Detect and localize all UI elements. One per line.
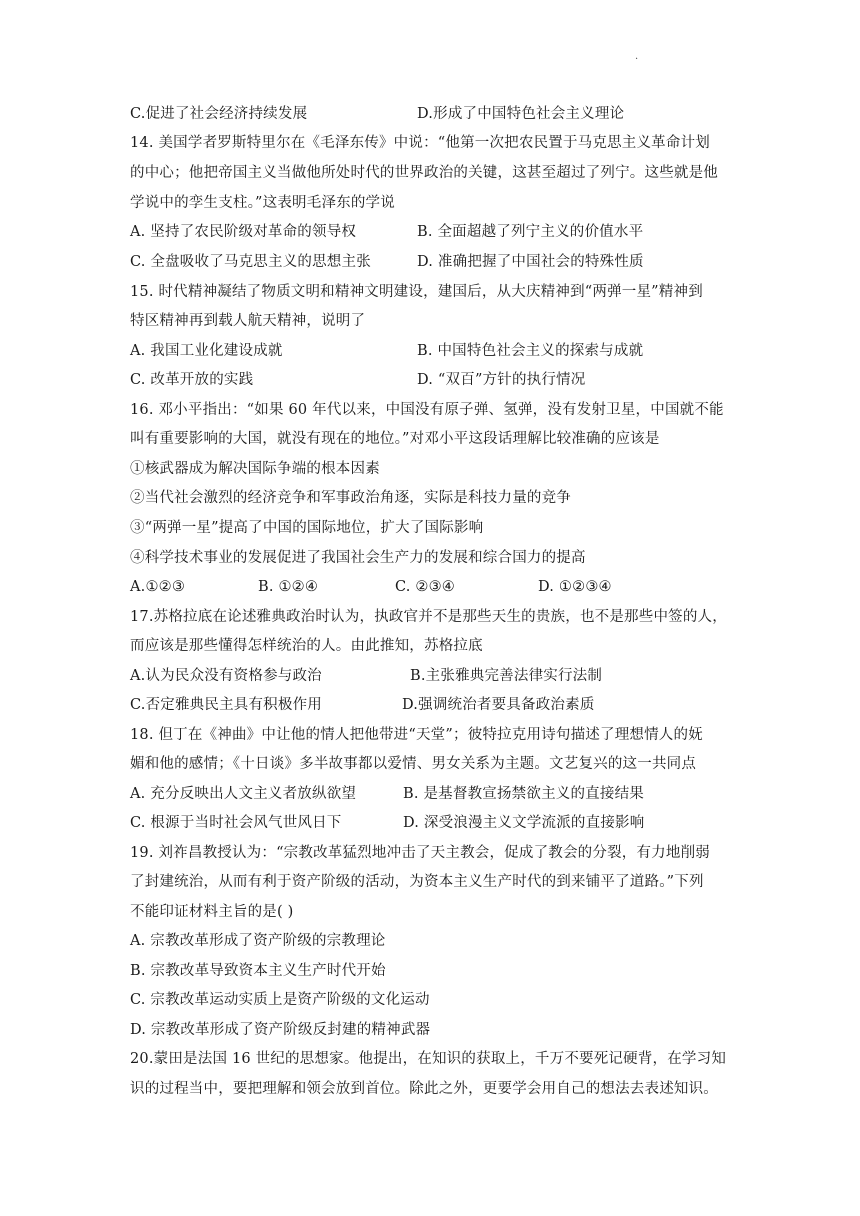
q14-option-b: B. 全面超越了列宁主义的价值水平	[417, 224, 644, 240]
q19-stem-line-1: 19. 刘祚昌教授认为：“宗教改革猛烈地冲击了天主教会，促成了教会的分裂，有力地削弱	[130, 845, 710, 861]
q14-stem-line-3: 学说中的孪生支柱。”这表明毛泽东的学说	[130, 195, 395, 211]
q16-statement-3: ③“两弹一星”提高了中国的国际地位，扩大了国际影响	[130, 520, 484, 536]
q20-stem-line-1: 20.蒙田是法国 16 世纪的思想家。他提出，在知识的获取上，千万不要死记硬背，在学习知	[130, 1051, 727, 1067]
q16-option-d: D. ①②③④	[538, 579, 612, 595]
q18-option-c: C. 根源于当时社会风气世风日下	[130, 815, 342, 831]
q16-statement-4: ④科学技术事业的发展促进了我国社会生产力的发展和综合国力的提高	[130, 550, 586, 566]
q17-option-b: B.主张雅典完善法律实行法制	[410, 668, 603, 684]
q16-statement-2: ②当代社会激烈的经济竞争和军事政治角逐，实际是科技力量的竞争	[130, 490, 571, 506]
q17-stem-line-2: 而应该是那些懂得怎样统治的人。由此推知，苏格拉底	[130, 638, 483, 654]
q16-statement-1: ①核武器成为解决国际争端的根本因素	[130, 461, 380, 477]
q19-option-d: D. 宗教改革形成了资产阶级反封建的精神武器	[130, 1022, 431, 1038]
q15-option-a: A. 我国工业化建设成就	[130, 343, 283, 359]
q14-option-c: C. 全盘吸收了马克思主义的思想主张	[130, 254, 371, 270]
q18-option-b: B. 是基督教宣扬禁欲主义的直接结果	[403, 786, 644, 802]
q19-stem-line-2: 了封建统治，从而有利于资产阶级的活动，为资本主义生产时代的到来铺平了道路。”下列	[130, 874, 704, 890]
q14-stem-line-2: 的中心；他把帝国主义当做他所处时代的世界政治的关键，这甚至超过了列宁。这些就是他	[130, 165, 718, 181]
q16-option-c: C. ②③④	[395, 579, 455, 595]
q15-option-b: B. 中国特色社会主义的探索与成就	[417, 343, 644, 359]
header-mark: ·	[635, 54, 639, 65]
q13-option-c: C.促进了社会经济持续发展	[130, 106, 308, 122]
q19-option-c: C. 宗教改革运动实质上是资产阶级的文化运动	[130, 992, 430, 1008]
q19-stem-line-3: 不能印证材料主旨的是( )	[130, 904, 294, 920]
q18-option-a: A. 充分反映出人文主义者放纵欲望	[130, 786, 357, 802]
q16-option-a: A.①②③	[130, 579, 186, 595]
q16-option-b: B. ①②④	[258, 579, 319, 595]
q17-option-a: A.认为民众没有资格参与政治	[130, 668, 322, 684]
q16-stem-line-2: 叫有重要影响的大国，就没有现在的地位。”对邓小平这段话理解比较准确的应该是	[130, 431, 660, 447]
q18-stem-line-1: 18. 但丁在《神曲》中让他的情人把他带进“天堂”；彼特拉克用诗句描述了理想情人的妩	[130, 727, 703, 743]
q14-stem-line-1: 14. 美国学者罗斯特里尔在《毛泽东传》中说：“他第一次把农民置于马克思主义革命计划	[130, 135, 710, 151]
q17-option-d: D.强调统治者要具备政治素质	[402, 697, 595, 713]
q14-option-a: A. 坚持了农民阶级对革命的领导权	[130, 224, 357, 240]
q14-option-d: D. 准确把握了中国社会的特殊性质	[417, 254, 644, 270]
q15-stem-line-2: 特区精神再到载人航天精神，说明了	[130, 313, 366, 329]
q17-option-c: C.否定雅典民主具有积极作用	[130, 697, 322, 713]
q15-stem-line-1: 15. 时代精神凝结了物质文明和精神文明建设，建国后，从大庆精神到“两弹一星”精神到	[130, 284, 703, 300]
q18-option-d: D. 深受浪漫主义文学流派的直接影响	[403, 815, 645, 831]
q20-stem-line-2: 识的过程当中，要把理解和领会放到首位。除此之外，更要学会用自己的想法去表述知识。	[130, 1081, 718, 1097]
q17-stem-line-1: 17.苏格拉底在论述雅典政治时认为，执政官并不是那些天生的贵族，也不是那些中签的人，	[130, 609, 727, 625]
q18-stem-line-2: 媚和他的感情；《十日谈》多半故事都以爱情、男女关系为主题。文艺复兴的这一共同点	[130, 756, 697, 772]
q13-option-d: D.形成了中国特色社会主义理论	[417, 106, 625, 122]
q15-option-c: C. 改革开放的实践	[130, 372, 254, 388]
q19-option-b: B. 宗教改革导致资本主义生产时代开始	[130, 963, 386, 979]
q15-option-d: D. “双百”方针的执行情况	[417, 372, 586, 388]
q16-stem-line-1: 16. 邓小平指出：“如果 60 年代以来，中国没有原子弹、氢弹，没有发射卫星，中国就不能	[130, 402, 724, 418]
q19-option-a: A. 宗教改革形成了资产阶级的宗教理论	[130, 933, 386, 949]
